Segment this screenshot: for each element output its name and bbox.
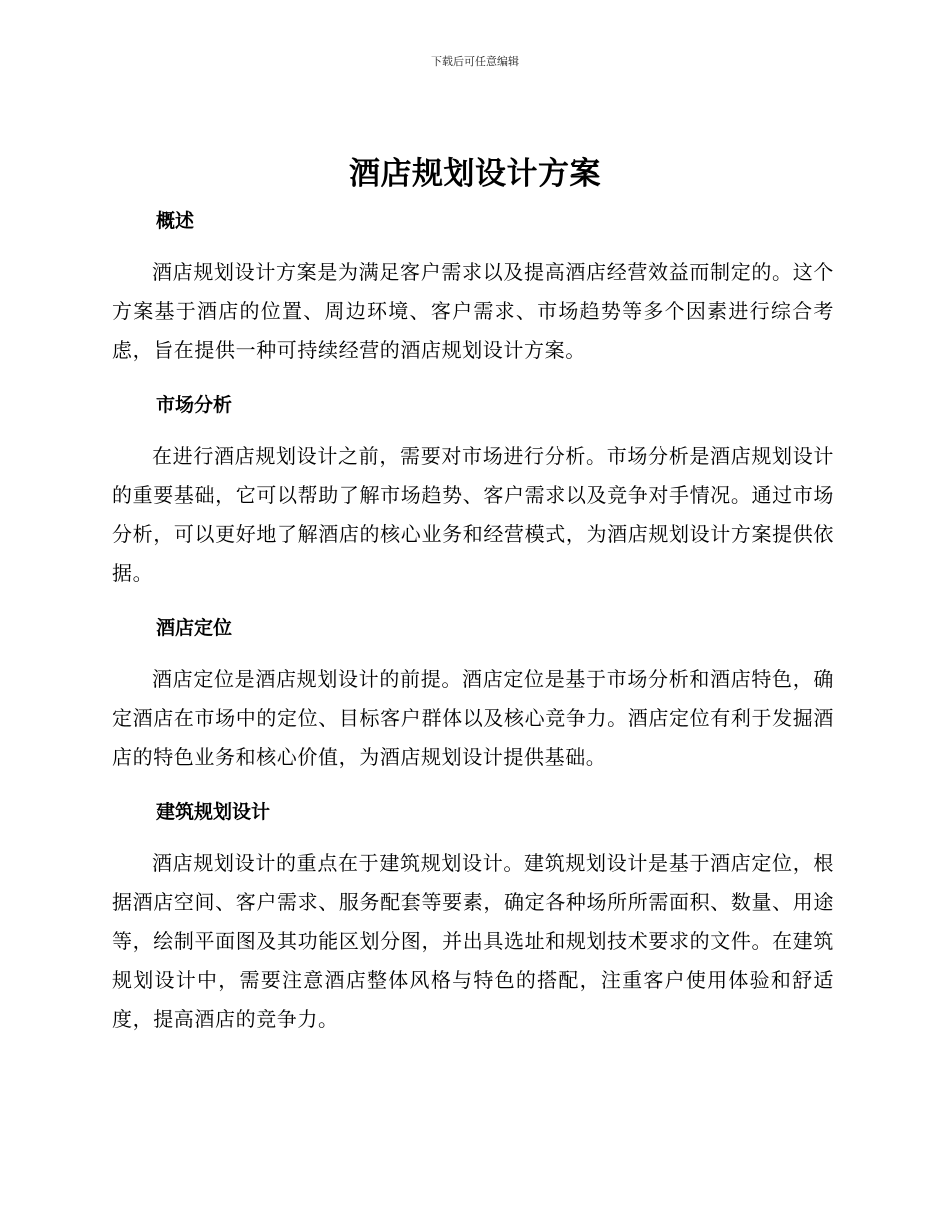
section-paragraph: 在进行酒店规划设计之前，需要对市场进行分析。市场分析是酒店规划设计的重要基础，它可以帮助了解市场趋势、客户需求以及竞争对手情况。通过市场分析，可以更好地了解酒店的核心业务和经营模式，为酒店规划设计方案提供依据。	[112, 444, 834, 585]
section-paragraph: 酒店定位是酒店规划设计的前提。酒店定位是基于市场分析和酒店特色，确定酒店在市场中的定位、目标客户群体以及核心竞争力。酒店定位有利于发掘酒店的特色业务和核心价值，为酒店规划设计提供基础。	[112, 667, 834, 769]
header-note: 下载后可任意编辑	[431, 55, 519, 68]
section-heading: 市场分析	[156, 394, 233, 416]
section-heading: 概述	[156, 210, 195, 232]
section-heading: 建筑规划设计	[156, 801, 271, 823]
section-overview	[112, 203, 834, 370]
document-title: 酒店规划设计方案	[349, 156, 601, 192]
section-market-analysis	[112, 387, 834, 593]
section-hotel-positioning	[112, 610, 834, 777]
section-paragraph: 酒店规划设计方案是为满足客户需求以及提高酒店经营效益而制定的。这个方案基于酒店的位置、周边环境、客户需求、市场趋势等多个因素进行综合考虑，旨在提供一种可持续经营的酒店规划设计方案。	[112, 260, 834, 362]
section-heading: 酒店定位	[156, 617, 233, 639]
section-paragraph: 酒店规划设计的重点在于建筑规划设计。建筑规划设计是基于酒店定位，根据酒店空间、客户需求、服务配套等要素，确定各种场所所需面积、数量、用途等，绘制平面图及其功能区划分图，并出具选址和规划技术要求的文件。在建筑规划设计中，需要注意酒店整体风格与特色的搭配，注重客户使用体验和舒适度，提高酒店的竞争力。	[112, 851, 834, 1031]
section-architectural-planning	[112, 794, 834, 1039]
document-body	[112, 203, 834, 1056]
